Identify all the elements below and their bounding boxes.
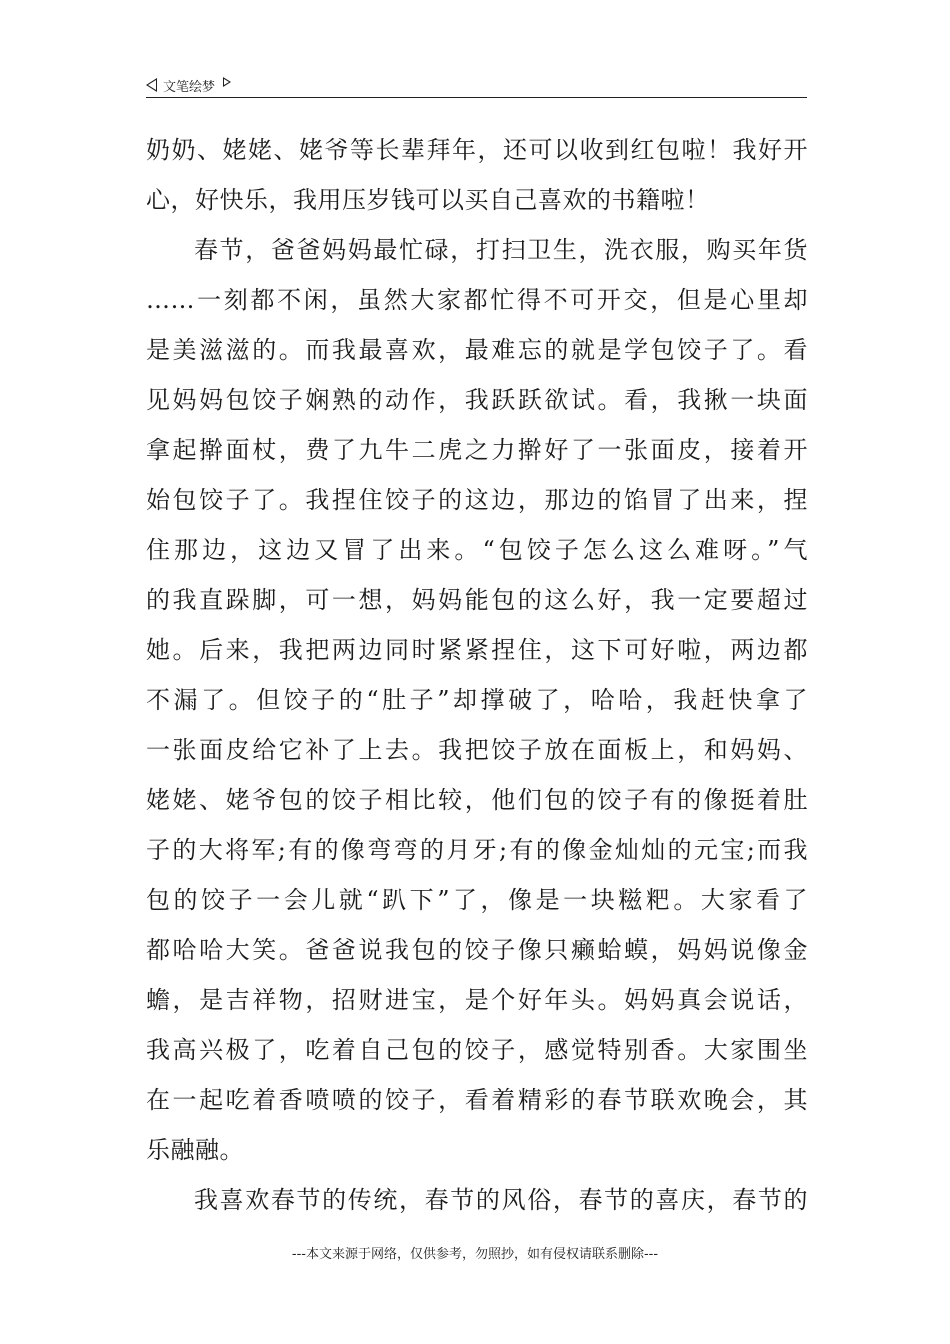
triangle-right-icon xyxy=(223,77,231,87)
text-line: 子的大将军;有的像弯弯的月牙;有的像金灿灿的元宝;而我 xyxy=(146,836,808,864)
text-line: 乐融融。 xyxy=(146,1136,244,1164)
text-line: 拿起擀面杖，费了九牛二虎之力擀好了一张面皮，接着开 xyxy=(146,436,808,464)
text-line: 包的饺子一会儿就“趴下”了，像是一块糍粑。大家看了 xyxy=(146,886,808,914)
document-body xyxy=(146,125,808,1225)
text-line: 见妈妈包饺子娴熟的动作，我跃跃欲试。看，我揪一块面 xyxy=(146,386,808,414)
text-line: 一张面皮给它补了上去。我把饺子放在面板上，和妈妈、 xyxy=(146,736,808,764)
text-line: 我喜欢春节的传统，春节的风俗，春节的喜庆，春节的 xyxy=(194,1186,808,1214)
text-line: 蟾，是吉祥物，招财进宝，是个好年头。妈妈真会说话， xyxy=(146,986,808,1014)
text-line: 始包饺子了。我捏住饺子的这边，那边的馅冒了出来，捏 xyxy=(146,486,808,514)
text-line: 她。后来，我把两边同时紧紧捏住，这下可好啦，两边都 xyxy=(146,636,808,664)
header-title: 文笔绘梦 xyxy=(163,79,216,95)
header-rule xyxy=(146,97,807,98)
page-footer: ---本文来源于网络，仅供参考，勿照抄，如有侵权请联系删除--- xyxy=(291,1247,659,1262)
text-line: 是美滋滋的。而我最喜欢，最难忘的就是学包饺子了。看 xyxy=(146,336,808,364)
text-line: 姥姥、姥爷包的饺子相比较，他们包的饺子有的像挺着肚 xyxy=(146,786,808,814)
text-line: 在一起吃着香喷喷的饺子，看着精彩的春节联欢晚会，其 xyxy=(146,1086,808,1114)
text-line: ……一刻都不闲，虽然大家都忙得不可开交，但是心里却 xyxy=(146,286,808,314)
text-line: 住那边，这边又冒了出来。“包饺子怎么这么难呀。”气 xyxy=(146,536,808,564)
text-line: 不漏了。但饺子的“肚子”却撑破了，哈哈，我赶快拿了 xyxy=(146,686,808,714)
text-line: 都哈哈大笑。爸爸说我包的饺子像只癞蛤蟆，妈妈说像金 xyxy=(146,936,808,964)
triangle-left-icon xyxy=(146,78,157,92)
text-line: 我高兴极了，吃着自己包的饺子，感觉特别香。大家围坐 xyxy=(146,1036,808,1064)
page-header xyxy=(146,72,806,98)
text-line: 奶奶、姥姥、姥爷等长辈拜年，还可以收到红包啦！我好开 xyxy=(146,136,808,164)
text-line: 春节，爸爸妈妈最忙碌，打扫卫生，洗衣服，购买年货 xyxy=(194,236,808,264)
text-line: 的我直跺脚，可一想，妈妈能包的这么好，我一定要超过 xyxy=(146,586,808,614)
text-line: 心，好快乐，我用压岁钱可以买自己喜欢的书籍啦！ xyxy=(146,186,710,214)
